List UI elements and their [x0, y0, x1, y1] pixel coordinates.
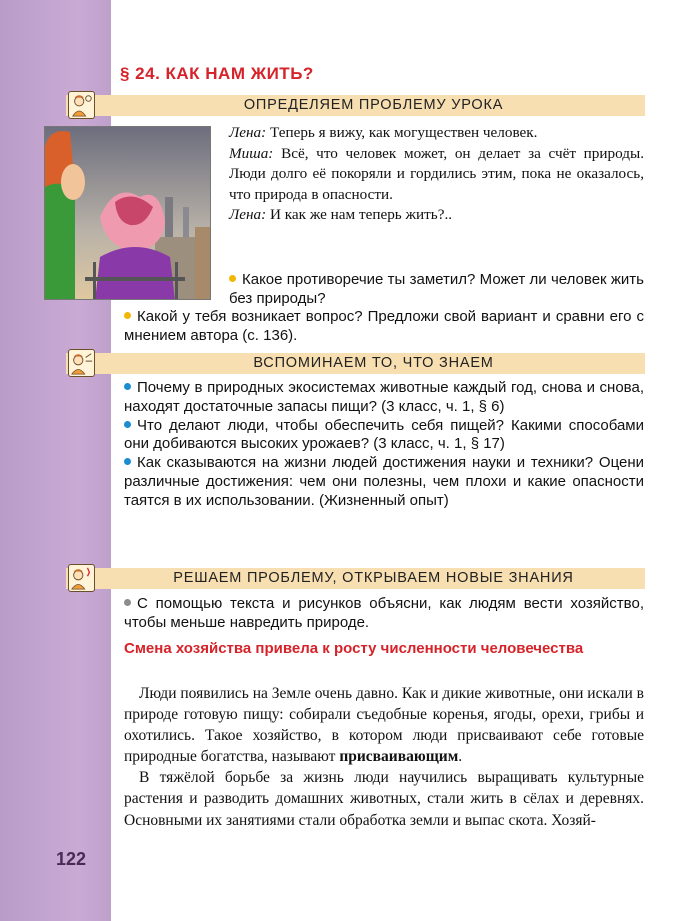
- question-text: Что делают люди, чтобы обеспечить себя пищей? Какими способами они добиваются высоких урожаев? (3 класс, ч. 1, § 17): [124, 416, 644, 453]
- recall-questions: [124, 379, 644, 511]
- illustration-children-city: [44, 126, 211, 300]
- section-heading: Смена хозяйства привела к росту численности человечества: [124, 640, 584, 657]
- key-term: присваивающим: [339, 748, 459, 766]
- paragraph: [124, 683, 644, 767]
- question-text: Какое противоречие ты заметил? Может ли человек жить без природы?: [229, 271, 644, 307]
- dialogue-text: И как же нам теперь жить?..: [270, 206, 453, 223]
- remembering-child-icon: [68, 349, 95, 377]
- list-item: [124, 595, 644, 633]
- banner-label: ОПРЕДЕЛЯЕМ ПРОБЛЕМУ УРОКА: [243, 97, 504, 113]
- speaker-name: Миша:: [229, 144, 274, 162]
- banner-solve-problem: [66, 568, 645, 589]
- paragraph-text: .: [458, 748, 463, 766]
- question-text: Почему в природных экосистемах животные каждый год, снова и снова, находят достаточные запасы пищи? (3 класс, ч. 1, § 6): [124, 379, 644, 415]
- paragraph-text: В тяжёлой борьбе за жизнь люди научились выращивать культурные растения и разводить домашних животных, стали жить в сёлах и деревнях. Основными их занятиями стали обработка земли и выпас скота. Хозяй-: [124, 769, 644, 829]
- banner-label: РЕШАЕМ ПРОБЛЕМУ, ОТКРЫВАЕМ НОВЫЕ ЗНАНИЯ: [173, 570, 574, 586]
- body-text: [124, 683, 644, 831]
- problem-question-1: [229, 271, 644, 309]
- bullet-icon: [124, 458, 131, 465]
- dialogue-text: Теперь я вижу, как могуществен человек.: [270, 124, 538, 141]
- dialogue-line: [229, 123, 644, 144]
- speaker-name: Лена:: [229, 206, 267, 223]
- speaker-name: Лена:: [229, 124, 267, 141]
- dialogue-line: [229, 144, 644, 206]
- dialogue-text: Всё, что человек может, он делает за счёт природы. Люди долго её покоряли и гордились этим, пока не оказалось, что природа в опасности.: [229, 144, 645, 203]
- page-title: § 24. КАК НАМ ЖИТЬ?: [120, 64, 314, 83]
- problem-question-2: [124, 308, 644, 346]
- paragraph: [124, 767, 644, 830]
- list-item: [124, 308, 644, 346]
- list-item: [124, 454, 644, 510]
- page-number: 122: [56, 849, 87, 869]
- dialogue: [229, 123, 644, 226]
- bullet-icon: [124, 383, 131, 390]
- banner-define-problem: [66, 95, 645, 116]
- question-text: Какой у тебя возникает вопрос? Предложи свой вариант и сравни его с мнением автора (с. 136).: [124, 308, 644, 344]
- banner-recall: [66, 353, 645, 374]
- task-text: С помощью текста и рисунков объясни, как людям вести хозяйство, чтобы меньше навредить природе.: [124, 595, 644, 631]
- list-item: [124, 379, 644, 417]
- list-item: [229, 271, 644, 309]
- thinking-child-icon: [68, 91, 95, 119]
- bullet-icon: [124, 421, 131, 428]
- bullet-icon: [229, 275, 236, 282]
- dialogue-line: [229, 205, 644, 226]
- paragraph-text: Люди появились на Земле очень давно. Как и дикие животные, они искали в природе готовую пищу: собирали съедобные коренья, ягоды, орехи, грибы и охотились. Такое хозяйство, в котором люди присваивают себе готовые природные богатства, называют: [124, 685, 644, 766]
- discovering-child-icon: [68, 564, 95, 592]
- bullet-icon: [124, 312, 131, 319]
- task-item: [124, 595, 644, 633]
- banner-label: ВСПОМИНАЕМ ТО, ЧТО ЗНАЕМ: [253, 355, 494, 371]
- list-item: [124, 417, 644, 455]
- bullet-icon: [124, 599, 131, 606]
- question-text: Как сказываются на жизни людей достижения науки и техники? Оцени различные достижения: чем они полезны, чем плохи и какие опасности таятся в их использовании. (Жизненный опыт): [124, 454, 644, 509]
